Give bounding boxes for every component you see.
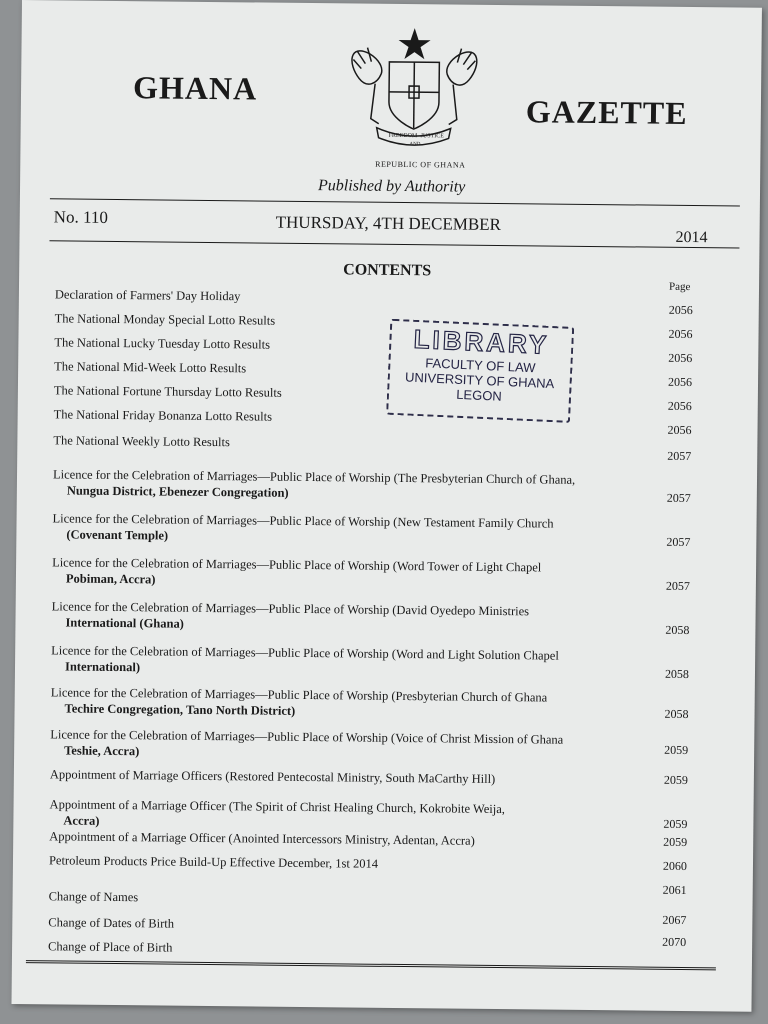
masthead-gazette: GAZETTE — [525, 93, 688, 131]
toc-entry — [51, 684, 651, 722]
toc-entry-title-continued: Techire Congregation, Tano North District) — [64, 701, 296, 718]
toc-entry — [50, 726, 650, 764]
toc-entry-page: 2058 — [664, 666, 690, 682]
toc-entry-page: 2059 — [664, 742, 689, 758]
toc-entry-page: 2059 — [663, 772, 688, 788]
toc-entry — [49, 888, 649, 910]
toc-entry-page: 2057 — [666, 534, 691, 550]
published-by-authority: Published by Authority — [317, 177, 466, 196]
toc-entry-page: 2058 — [665, 622, 690, 638]
toc-entry-title: Change of Place of Birth — [48, 939, 173, 955]
stamp-line-university: UNIVERSITY OF GHANA — [404, 369, 555, 392]
toc-entry-page: 2056 — [667, 374, 693, 390]
toc-entry-title: The National Friday Bonanza Lotto Results — [53, 407, 273, 424]
library-stamp — [386, 319, 574, 423]
toc-entry-title: Appointment of Marriage Officers (Restored Pentecostal Ministry, South MaCarthy Hill) — [49, 767, 496, 786]
toc-entry-page: 2058 — [664, 706, 689, 722]
toc-entry — [48, 914, 648, 936]
toc-entry-title: Change of Names — [48, 889, 139, 905]
toc-entry-page: 2067 — [662, 912, 687, 928]
toc-entry-page: 2056 — [667, 398, 692, 414]
toc-entry-title: Appointment of a Marriage Officer (The Spirit of Christ Healing Church, Kokrobite Weija, — [49, 797, 505, 817]
toc-entry-title-continued: Nungua District, Ebenezer Congregation) — [66, 483, 289, 500]
page-column-heading: Page — [668, 280, 691, 294]
toc-entry-title: The National Mid-Week Lotto Results — [54, 359, 247, 376]
stamp-title: LIBRARY — [413, 323, 550, 360]
stamp-line-faculty: FACULTY OF LAW — [424, 355, 536, 376]
toc-entry-title: Petroleum Products Price Build-Up Effective December, 1st 2014 — [48, 853, 379, 871]
contents-heading: CONTENTS — [343, 261, 432, 280]
toc-entry-title: Licence for the Celebration of Marriages—Public Place of Worship (Word and Light Solution Chapel — [51, 643, 559, 663]
toc-entry — [51, 642, 651, 680]
masthead-rule-top — [50, 198, 740, 206]
toc-entry-page: 2057 — [665, 578, 690, 594]
toc-entry-page: 2060 — [662, 858, 688, 874]
toc-entry-page: 2059 — [663, 816, 688, 832]
stamp-line-legon: LEGON — [455, 386, 503, 404]
toc-entry-title: Licence for the Celebration of Marriages—Public Place of Worship (Word Tower of Light Chapel — [52, 555, 542, 575]
toc-entry-page: 2056 — [668, 302, 693, 318]
toc-entry — [52, 510, 652, 548]
toc-entry-title-continued: International) — [64, 659, 141, 675]
toc-entry-title: The National Weekly Lotto Results — [53, 433, 230, 450]
issue-date: THURSDAY, 4TH DECEMBER — [275, 212, 502, 235]
toc-entry — [49, 852, 649, 874]
toc-entry-title: Declaration of Farmers' Day Holiday — [54, 287, 241, 304]
toc-entry-title: The National Monday Special Lotto Results — [54, 311, 276, 328]
toc-entry-title: Appointment of a Marriage Officer (Anointed Intercessors Ministry, Adentan, Accra) — [49, 829, 475, 848]
toc-entry-title: Licence for the Celebration of Marriages—Public Place of Worship (The Presbyterian Church of Ghana, — [52, 467, 576, 487]
toc-entry-page: 2056 — [667, 422, 692, 438]
crest-motto-justice: JUSTICE — [420, 133, 444, 140]
toc-entry-title: Change of Dates of Birth — [48, 915, 175, 931]
toc-entry-page: 2070 — [662, 934, 687, 950]
masthead-ghana: GHANA — [132, 69, 258, 107]
issue-year: 2014 — [675, 228, 708, 247]
toc-entry-page: 2056 — [668, 326, 693, 342]
republic-label: REPUBLIC OF GHANA — [375, 159, 466, 170]
toc-entry-title: The National Fortune Thursday Lotto Results — [53, 383, 282, 400]
toc-entry-title-continued: Pobiman, Accra) — [65, 571, 156, 587]
masthead-rule-bottom — [49, 240, 739, 248]
toc-entry-title: Licence for the Celebration of Marriages—Public Place of Worship (New Testament Family Church — [52, 511, 554, 531]
coat-of-arms-icon — [338, 23, 489, 155]
toc-entry-title: Licence for the Celebration of Marriages—Public Place of Worship (David Oyedepo Ministries — [51, 599, 530, 619]
toc-entry-page: 2056 — [668, 350, 693, 366]
toc-entry-page: 2061 — [662, 882, 687, 898]
toc-entry — [53, 466, 653, 504]
issue-number: No. 110 — [53, 207, 108, 227]
toc-entry — [50, 766, 650, 788]
toc-entry-title: Licence for the Celebration of Marriages—Public Place of Worship (Voice of Christ Mission of Ghana — [50, 727, 564, 747]
toc-entry — [48, 938, 648, 960]
crest-motto-and: AND — [409, 142, 421, 148]
footer-rule — [26, 960, 716, 970]
toc-entry-page: 2059 — [663, 834, 688, 850]
toc-entry-title-continued: International (Ghana) — [65, 615, 184, 631]
toc-entry-title-continued: Accra) — [63, 813, 100, 828]
toc-entry-title: Licence for the Celebration of Marriages—Public Place of Worship (Presbyterian Church of Ghana — [50, 685, 548, 705]
toc-entry — [53, 432, 653, 454]
toc-entry — [55, 286, 655, 308]
toc-entry-title: The National Lucky Tuesday Lotto Results — [54, 335, 271, 352]
toc-entry-title-continued: Teshie, Accra) — [64, 743, 140, 759]
toc-entry — [51, 598, 651, 636]
toc-entry-title-continued: (Covenant Temple) — [66, 527, 169, 543]
toc-entry-page: 2057 — [666, 490, 691, 506]
toc-entry — [52, 554, 652, 592]
toc-entry-page: 2057 — [667, 448, 692, 464]
crest-motto-freedom: FREEDOM — [388, 132, 418, 140]
gazette-page — [11, 0, 761, 1012]
